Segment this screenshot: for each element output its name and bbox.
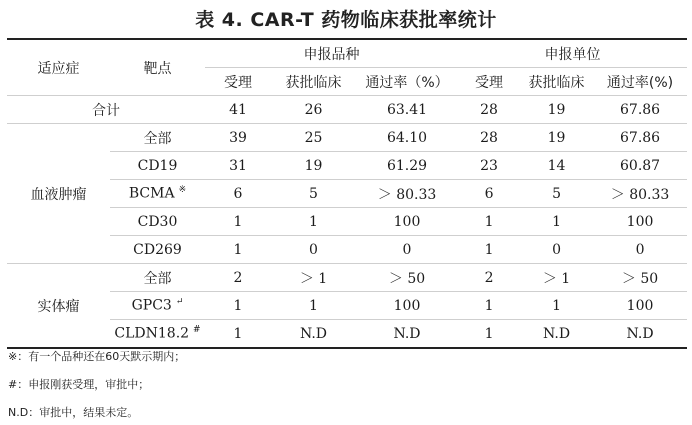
- target-label: CD269: [133, 241, 182, 258]
- table-row: [7, 264, 687, 292]
- table-cell: 1: [520, 208, 593, 236]
- footnote-line: N.D：审批中，结果未定。: [8, 406, 139, 419]
- table-cell: 25: [271, 124, 356, 152]
- total-label: 合计: [7, 96, 205, 124]
- table-cell: ＞ 50: [593, 264, 687, 292]
- target-label: CLDN18.2: [114, 325, 190, 342]
- table-cell: 19: [520, 96, 593, 124]
- target-label: CD30: [137, 213, 178, 230]
- target-label: BCMA: [128, 185, 175, 202]
- table-cell: ＞ 80.33: [356, 180, 458, 208]
- table-cell: 1: [271, 208, 356, 236]
- table-cell: 19: [520, 124, 593, 152]
- table-cell: 1: [205, 208, 271, 236]
- target-cell: [110, 264, 205, 292]
- table-cell: 39: [205, 124, 271, 152]
- table-cell: 0: [271, 236, 356, 264]
- table-cell: 100: [593, 208, 687, 236]
- header-pass-rate-units: 通过率(%): [593, 68, 687, 96]
- table-cell: 26: [271, 96, 356, 124]
- table-cell: N.D: [356, 320, 458, 349]
- table-cell: 1: [458, 320, 520, 349]
- target-cell: [110, 180, 205, 208]
- header-target: 靶点: [110, 39, 205, 96]
- table-cell: ＞ 1: [520, 264, 593, 292]
- target-cell: [110, 208, 205, 236]
- table-cell: 0: [593, 236, 687, 264]
- table-cell: 0: [520, 236, 593, 264]
- table-cell: 1: [205, 236, 271, 264]
- table-cell: 2: [458, 264, 520, 292]
- table-cell: 2: [205, 264, 271, 292]
- target-cell: [110, 236, 205, 264]
- table-cell: ＞ 80.33: [593, 180, 687, 208]
- table-cell: 64.10: [356, 124, 458, 152]
- table-cell: 5: [520, 180, 593, 208]
- table-cell: ＞ 50: [356, 264, 458, 292]
- table-cell: 1: [271, 292, 356, 320]
- target-label: GPC3: [131, 297, 172, 314]
- header-accepted: 受理: [205, 68, 271, 96]
- target-label: CD19: [137, 157, 178, 174]
- table-cell: 31: [205, 152, 271, 180]
- target-cell: [110, 124, 205, 152]
- header-pass-rate: 通过率（%）: [356, 68, 458, 96]
- header-group-varieties: 申报品种: [205, 39, 458, 68]
- table-cell: 61.29: [356, 152, 458, 180]
- table-cell: 28: [458, 96, 520, 124]
- table-cell: N.D: [271, 320, 356, 349]
- header-accepted-units: 受理: [458, 68, 520, 96]
- target-cell: [110, 292, 205, 320]
- header-approved: 获批临床: [271, 68, 356, 96]
- table-cell: 0: [356, 236, 458, 264]
- table-cell: 6: [205, 180, 271, 208]
- header-indication: 适应症: [7, 39, 110, 96]
- table-cell: 1: [458, 236, 520, 264]
- table-cell: 60.87: [593, 152, 687, 180]
- table-cell: N.D: [520, 320, 593, 349]
- table-cell: 100: [356, 208, 458, 236]
- table-cell: 5: [271, 180, 356, 208]
- table-cell: 67.86: [593, 124, 687, 152]
- table-cell: 19: [271, 152, 356, 180]
- approval-rate-table: [7, 38, 687, 349]
- footnote-mark: #: [193, 325, 201, 336]
- table-cell: 100: [356, 292, 458, 320]
- footnote-line: #：申报刚获受理，审批中；: [8, 378, 150, 391]
- table-cell: N.D: [593, 320, 687, 349]
- indication-cell: 血液肿瘤: [7, 124, 110, 264]
- table-cell: 100: [593, 292, 687, 320]
- footnote-mark: ↵: [175, 297, 184, 308]
- table-cell: 1: [520, 292, 593, 320]
- table-cell: 1: [205, 292, 271, 320]
- table-cell: 63.41: [356, 96, 458, 124]
- header-row-1: [7, 39, 687, 68]
- table-body: [7, 96, 687, 349]
- footnote-line: ※：有一个品种还在60天默示期内；: [8, 350, 186, 363]
- table-cell: 41: [205, 96, 271, 124]
- footnote-mark: ※: [178, 185, 187, 196]
- table-cell: 1: [458, 208, 520, 236]
- target-label: 全部: [143, 130, 172, 147]
- target-label: 全部: [143, 270, 172, 287]
- table-title: 表 4. CAR-T 药物临床获批率统计: [195, 9, 497, 31]
- table-cell: 1: [205, 320, 271, 349]
- table-cell: 67.86: [593, 96, 687, 124]
- header-group-units: 申报单位: [458, 39, 687, 68]
- table-row: [7, 124, 687, 152]
- target-cell: [110, 320, 205, 349]
- table-cell: 1: [458, 292, 520, 320]
- indication-cell: 实体瘤: [7, 264, 110, 349]
- target-cell: [110, 152, 205, 180]
- header-approved-units: 获批临床: [520, 68, 593, 96]
- table-cell: 28: [458, 124, 520, 152]
- table-cell: 6: [458, 180, 520, 208]
- table-cell: 14: [520, 152, 593, 180]
- table-row-total: [7, 96, 687, 124]
- table-cell: ＞ 1: [271, 264, 356, 292]
- table-cell: 23: [458, 152, 520, 180]
